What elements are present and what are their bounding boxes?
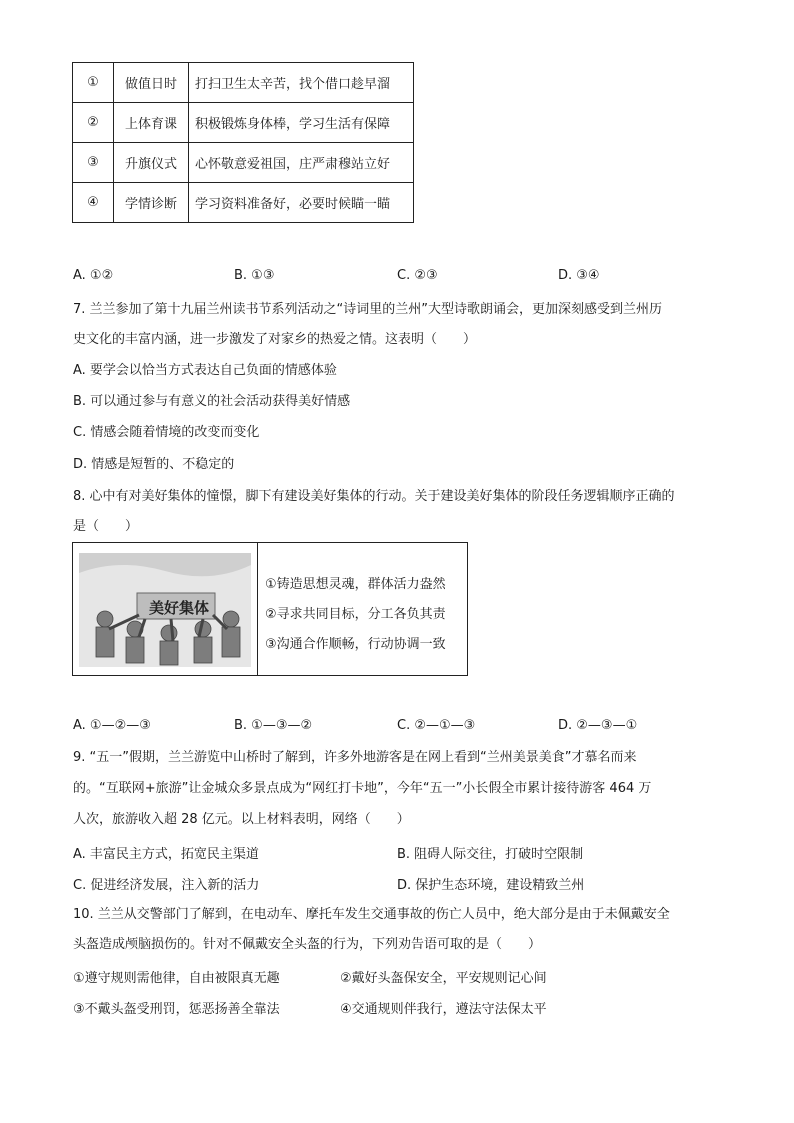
q9-option-a[interactable]: A. 丰富民主方式，拓宽民主渠道 [73, 847, 259, 862]
q8-option-b[interactable]: B. ①—③—② [234, 718, 313, 733]
q10-stem-cont: 头盔造成颅脑损伤的。针对不佩戴安全头盔的行为，下列劝告语可取的是（ ） [73, 937, 542, 952]
q8-item: ②寻求共同目标，分工各负其责 [265, 607, 446, 622]
q9-option-b[interactable]: B. 阻碍人际交往，打破时空限制 [397, 847, 584, 862]
row-action: 积极锻炼身体棒，学习生活有保障 [189, 103, 414, 143]
row-action: 心怀敬意爱祖国，庄严肃穆站立好 [189, 143, 414, 183]
row-number: ④ [73, 183, 114, 223]
q9-stem-cont: 的。“互联网+旅游”让金城众多景点成为“网红打卡地”，今年“五一”小长假全市累计接待游客 464 万 [73, 781, 652, 796]
table-row [73, 183, 414, 223]
q7-stem: 7. 兰兰参加了第十九届兰州读书节系列活动之“诗词里的兰州”大型诗歌朗诵会，更加深刻感受到兰州历 [73, 302, 663, 317]
q6-option-d[interactable]: D. ③④ [558, 268, 600, 283]
q7-option-d[interactable]: D. 情感是短暂的、不稳定的 [73, 457, 235, 472]
q7-option-c[interactable]: C. 情感会随着情境的改变而变化 [73, 425, 260, 440]
row-action: 学习资料准备好，必要时候瞄一瞄 [189, 183, 414, 223]
q8-figure [72, 542, 468, 676]
q8-item: ③沟通合作顺畅，行动协调一致 [265, 637, 446, 652]
q9-option-c[interactable]: C. 促进经济发展，注入新的活力 [73, 878, 260, 893]
collective-illustration [79, 553, 251, 667]
q6-option-a[interactable]: A. ①② [73, 268, 114, 283]
row-action: 打扫卫生太辛苦，找个借口趁早溜 [189, 63, 414, 103]
q8-stem-cont: 是（ ） [73, 519, 139, 534]
row-event: 做值日时 [114, 63, 189, 103]
table-row [73, 103, 414, 143]
q7-stem-cont: 史文化的丰富内涵，进一步激发了对家乡的热爱之情。这表明（ ） [73, 332, 477, 347]
q7-option-b[interactable]: B. 可以通过参与有意义的社会活动获得美好情感 [73, 394, 351, 409]
q9-stem-cont: 人次，旅游收入超 28 亿元。以上材料表明，网络（ ） [73, 812, 410, 827]
collective-illustration-label: 美好集体 [149, 599, 210, 617]
q10-stem: 10. 兰兰从交警部门了解到，在电动车、摩托车发生交通事故的伤亡人员中，绝大部分是由于未佩戴安全 [73, 907, 670, 922]
q10-item: ④交通规则伴我行，遵法守法保太平 [340, 1002, 547, 1017]
q8-stem: 8. 心中有对美好集体的憧憬，脚下有建设美好集体的行动。关于建设美好集体的阶段任务逻辑顺序正确的 [73, 489, 675, 504]
row-event: 升旗仪式 [114, 143, 189, 183]
row-number: ① [73, 63, 114, 103]
habits-table [72, 62, 414, 223]
q6-option-c[interactable]: C. ②③ [397, 268, 438, 283]
table-row [73, 143, 414, 183]
q9-stem: 9. “五一”假期，兰兰游览中山桥时了解到，许多外地游客是在网上看到“兰州美景美食”才慕名而来 [73, 750, 637, 765]
q8-option-d[interactable]: D. ②—③—① [558, 718, 638, 733]
q10-item: ③不戴头盔受刑罚，惩恶扬善全靠法 [73, 1002, 280, 1017]
row-event: 上体育课 [114, 103, 189, 143]
row-event: 学情诊断 [114, 183, 189, 223]
row-number: ③ [73, 143, 114, 183]
q7-option-a[interactable]: A. 要学会以恰当方式表达自己负面的情感体验 [73, 363, 337, 378]
q8-item: ①铸造思想灵魂，群体活力盎然 [265, 577, 446, 592]
q9-option-d[interactable]: D. 保护生态环境，建设精致兰州 [397, 878, 585, 893]
q10-item: ②戴好头盔保安全，平安规则记心间 [340, 971, 547, 986]
q8-option-a[interactable]: A. ①—②—③ [73, 718, 151, 733]
row-number: ② [73, 103, 114, 143]
table-row [73, 63, 414, 103]
figure-divider [257, 543, 258, 675]
q10-item: ①遵守规则需他律，自由被限真无趣 [73, 971, 280, 986]
q8-option-c[interactable]: C. ②—①—③ [397, 718, 476, 733]
q6-option-b[interactable]: B. ①③ [234, 268, 275, 283]
